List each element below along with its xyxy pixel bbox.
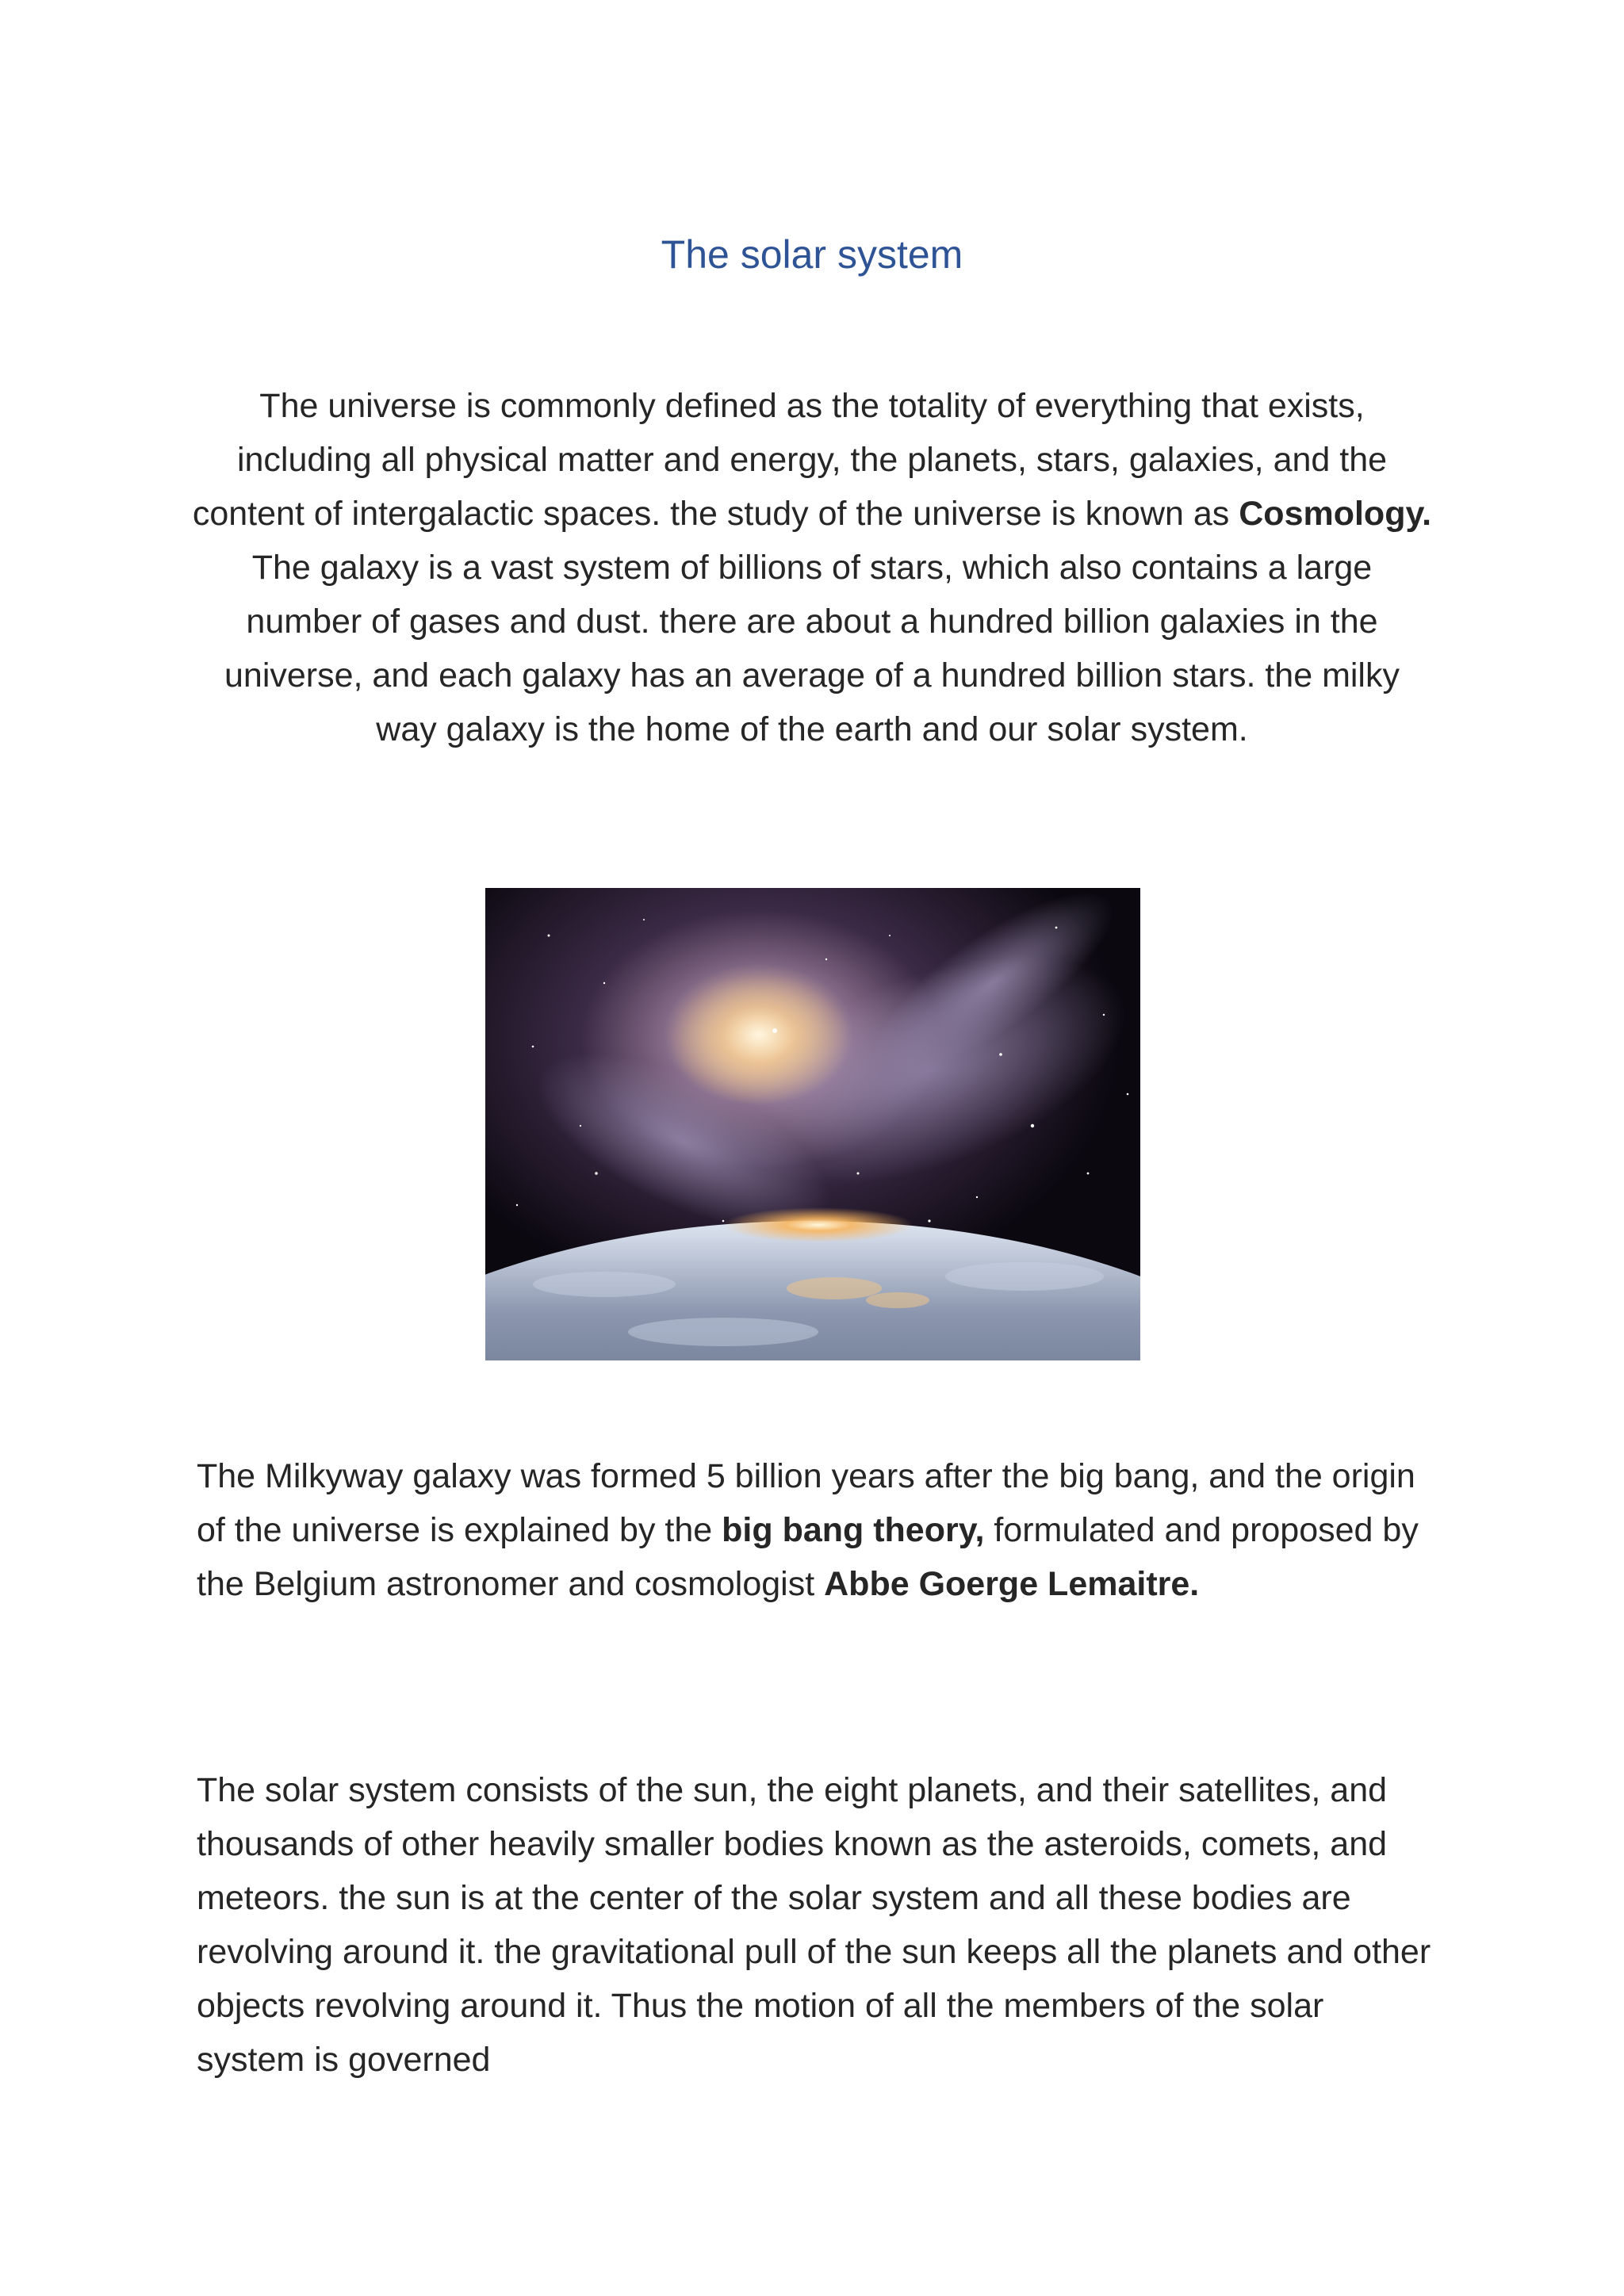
- paragraph-big-bang: [197, 1449, 1434, 1611]
- paragraph-universe-text-2: The galaxy is a vast system of billions of stars, which also contains a large number of gases and dust. there are about a hundred billion galaxies in the universe, and each galaxy has an average of a hundred billion stars. the milky way galaxy is the home of the earth and our solar system.: [224, 549, 1400, 748]
- term-big-bang-theory: big bang theory,: [722, 1511, 985, 1549]
- paragraph-universe: [190, 379, 1434, 756]
- document-title: The solar system: [661, 232, 963, 277]
- term-lemaitre: Abbe Goerge Lemaitre.: [824, 1565, 1200, 1603]
- paragraph-big-bang-text-1: The Milkyway galaxy was formed 5 billion years after the big bang, and the origin of the universe is explained by the: [197, 1457, 1415, 1549]
- term-cosmology: Cosmology.: [1239, 495, 1432, 533]
- paragraph-big-bang-text-2: formulated and proposed by the Belgium astronomer and cosmologist: [197, 1511, 1419, 1603]
- paragraph-universe-text-1: The universe is commonly defined as the totality of everything that exists, including all physical matter and energy, the planets, stars, galaxies, and the content of intergalactic spaces. the study of the universe is known as: [192, 387, 1388, 533]
- galaxy-earth-image: [485, 888, 1140, 1360]
- paragraph-solar-system: The solar system consists of the sun, the eight planets, and their satellites, and thousands of other heavily smaller bodies known as the asteroids, comets, and meteors. the sun is at the center of the solar system and all these bodies are revolving around it. the gravitational pull of the sun keeps all the planets and other objects revolving around it. Thus the motion of all the members of the solar system is governed: [197, 1771, 1431, 2079]
